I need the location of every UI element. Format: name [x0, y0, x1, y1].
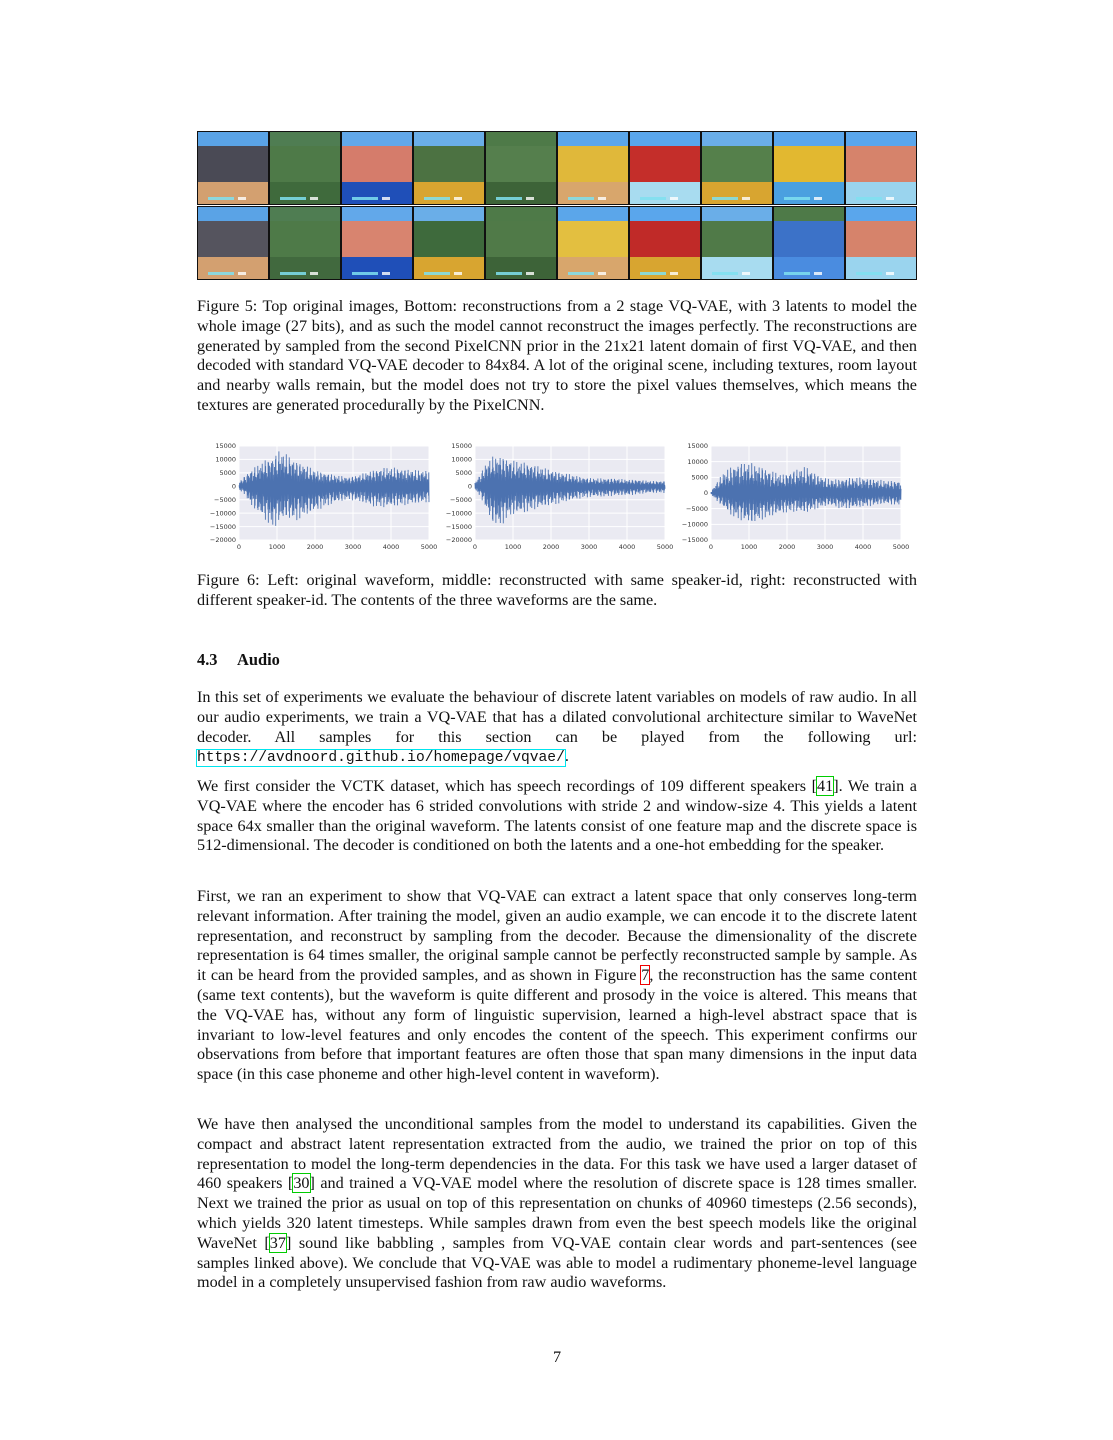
- tile-hud-marker: [310, 197, 318, 200]
- tile-floor: [486, 182, 556, 204]
- tile-wall: [774, 221, 844, 261]
- x-tick-label: 4000: [854, 543, 872, 551]
- y-tick-label: −10000: [681, 520, 708, 529]
- reconstruction-image-10: [845, 206, 917, 280]
- paragraph-1-end: .: [564, 747, 569, 766]
- reconstruction-image-4: [413, 206, 485, 280]
- y-tick-label: −20000: [445, 536, 472, 545]
- tile-hud: [568, 272, 594, 275]
- tile-hud: [424, 272, 450, 275]
- tile-wall: [198, 221, 268, 261]
- original-image-9: [773, 131, 845, 205]
- y-tick-label: 5000: [691, 473, 708, 482]
- y-tick-label: 5000: [455, 469, 472, 478]
- section-title: Audio: [237, 650, 280, 669]
- tile-wall: [270, 221, 340, 261]
- x-tick-label: 0: [708, 543, 714, 551]
- x-tick-label: 2000: [778, 543, 796, 551]
- figure5-original-row: [197, 131, 917, 205]
- waveform-chart-same-speaker: [437, 440, 674, 552]
- tile-hud-marker: [886, 272, 894, 275]
- tile-hud: [208, 272, 234, 275]
- tile-hud-marker: [670, 197, 678, 200]
- tile-wall: [558, 146, 628, 186]
- reconstruction-image-3: [341, 206, 413, 280]
- original-image-1: [197, 131, 269, 205]
- y-tick-label: −15000: [681, 536, 708, 545]
- reconstruction-image-7: [629, 206, 701, 280]
- original-image-3: [341, 131, 413, 205]
- y-tick-label: 0: [231, 482, 236, 491]
- y-tick-label: 0: [703, 489, 708, 498]
- y-tick-label: 15000: [215, 442, 236, 451]
- tile-hud-marker: [310, 272, 318, 275]
- section-heading: [197, 650, 280, 670]
- reconstruction-image-2: [269, 206, 341, 280]
- y-tick-label: −5000: [686, 504, 708, 513]
- paragraph-3-rest: , the reconstruction has the same content (same text contents), but the waveform is quite different and prosody in the voice is altered. This means that the VQ-VAE has, without any form of linguistic supervision, learned a high-level abstract space that is invariant to low-level features and only encodes the content of the speech. This experiment confirms our observations from before that important features are often those that span many dimensions in the input data space (in this case phoneme and other high-level content in waveform).: [197, 966, 917, 1084]
- tile-hud: [640, 197, 666, 200]
- citation-41-link[interactable]: 41: [817, 777, 834, 795]
- x-tick-label: 1000: [740, 543, 758, 551]
- tile-hud-marker: [526, 272, 534, 275]
- tile-floor: [774, 182, 844, 204]
- tile-hud: [856, 197, 882, 200]
- tile-floor: [558, 182, 628, 204]
- tile-floor: [774, 257, 844, 279]
- x-tick-label: 4000: [618, 543, 636, 551]
- tile-hud-marker: [598, 272, 606, 275]
- tile-floor: [486, 257, 556, 279]
- x-tick-label: 5000: [656, 543, 674, 551]
- tile-wall: [846, 221, 916, 261]
- reconstruction-image-5: [485, 206, 557, 280]
- tile-wall: [486, 146, 556, 186]
- tile-floor: [270, 257, 340, 279]
- tile-wall: [630, 146, 700, 186]
- tile-wall: [630, 221, 700, 261]
- y-tick-label: 15000: [687, 442, 708, 451]
- tile-hud: [856, 272, 882, 275]
- tile-wall: [774, 146, 844, 186]
- original-image-2: [269, 131, 341, 205]
- y-tick-label: 10000: [687, 457, 708, 466]
- paragraph-2-rest: ]. We train a VQ-VAE where the encoder has 6 strided convolutions with stride 2 and window-size 4. This yields a latent space 64x smaller than the original waveform. The latents consist of one feature map and the discrete space is 512-dimensional. The decoder is conditioned on both the latents and a one-hot embedding for the speaker.: [197, 777, 917, 855]
- tile-hud-marker: [814, 197, 822, 200]
- tile-hud: [352, 197, 378, 200]
- tile-hud-marker: [742, 197, 750, 200]
- tile-floor: [702, 182, 772, 204]
- tile-hud-marker: [454, 272, 462, 275]
- citation-37-link[interactable]: 37: [269, 1233, 286, 1252]
- x-tick-label: 4000: [382, 543, 400, 551]
- original-image-4: [413, 131, 485, 205]
- tile-hud: [784, 197, 810, 200]
- tile-floor: [270, 182, 340, 204]
- tile-hud: [568, 197, 594, 200]
- x-tick-label: 2000: [306, 543, 324, 551]
- x-tick-label: 1000: [504, 543, 522, 551]
- original-image-6: [557, 131, 629, 205]
- y-tick-label: −10000: [209, 509, 236, 518]
- tile-hud: [496, 197, 522, 200]
- tile-wall: [270, 146, 340, 186]
- reconstruction-image-1: [197, 206, 269, 280]
- tile-hud: [208, 197, 234, 200]
- paragraph-2: [197, 777, 917, 856]
- tile-floor: [630, 257, 700, 279]
- paragraph-1-text: In this set of experiments we evaluate the behaviour of discrete latent variables on models of raw audio. In all our audio experiments, we train a VQ-VAE that has a dilated convolutional architecture similar to WaveNet decoder. All samples for this section can be played from the following url:: [197, 688, 917, 746]
- original-image-7: [629, 131, 701, 205]
- paragraph-3-text: First, we ran an experiment to show that VQ-VAE can extract a latent space that only conserves long-term relevant information. After training the model, given an audio example, we can encode it to the discrete latent representation, and reconstruct by sampling from the decoder. Because the dimensionality of the discrete representation is 64 times smaller, the original sample cannot be perfectly reconstructed sample by sample. As it can be heard from the provided samples, and as shown in Figure: [197, 887, 917, 985]
- x-tick-label: 5000: [892, 543, 910, 551]
- paragraph-4-middle: ] and trained a VQ-VAE model where the resolution of discrete space is 128 times smaller. Next we trained the prior as usual on top of this representation on chunks of 40960 timesteps (2.56 seconds), which yields 320 latent timesteps. While samples drawn from even the best speech models like the original WaveNet [: [197, 1174, 917, 1252]
- figure6-chart-same-speaker: [437, 440, 674, 552]
- tile-floor: [414, 257, 484, 279]
- paragraph-4-text: We have then analysed the unconditional samples from the model to understand its capabilities. Given the compact and abstract latent representation extracted from the audio, we trained the prior on top of this representation to model the long-term dependencies in the data. For this task we have used a larger dataset of 460 speakers [: [197, 1115, 917, 1193]
- tile-floor: [342, 257, 412, 279]
- paragraph-4: [197, 1115, 917, 1293]
- reconstruction-image-8: [701, 206, 773, 280]
- tile-floor: [558, 257, 628, 279]
- reconstruction-image-6: [557, 206, 629, 280]
- x-tick-label: 3000: [344, 543, 362, 551]
- y-tick-label: −15000: [445, 522, 472, 531]
- tile-hud: [496, 272, 522, 275]
- tile-wall: [558, 221, 628, 261]
- y-tick-label: 0: [467, 482, 472, 491]
- x-tick-label: 5000: [420, 543, 438, 551]
- original-image-10: [845, 131, 917, 205]
- paragraph-3: [197, 887, 917, 1085]
- tile-wall: [414, 221, 484, 261]
- tile-wall: [342, 146, 412, 186]
- tile-hud: [712, 197, 738, 200]
- tile-wall: [414, 146, 484, 186]
- waveform-chart-original: [201, 440, 438, 552]
- tile-wall: [702, 221, 772, 261]
- x-tick-label: 1000: [268, 543, 286, 551]
- original-image-5: [485, 131, 557, 205]
- waveform-chart-different-speaker: [673, 440, 910, 552]
- tile-hud-marker: [670, 272, 678, 275]
- tile-wall: [702, 146, 772, 186]
- tile-floor: [846, 182, 916, 204]
- y-tick-label: 15000: [451, 442, 472, 451]
- tile-hud-marker: [238, 272, 246, 275]
- x-tick-label: 2000: [542, 543, 560, 551]
- x-tick-label: 3000: [580, 543, 598, 551]
- paragraph-4-end: ] sound like babbling , samples from VQ-VAE contain clear words and part-sentences (see samples linked above). We conclude that VQ-VAE was able to model a rudimentary phoneme-level language model in a completely unsupervised fashion from raw audio waveforms.: [197, 1233, 917, 1292]
- citation-30-link[interactable]: 30: [293, 1174, 310, 1193]
- section-number: 4.3: [197, 650, 218, 669]
- tile-hud: [280, 272, 306, 275]
- tile-hud-marker: [382, 197, 390, 200]
- figure6-chart-original: [201, 440, 438, 552]
- y-tick-label: 5000: [219, 469, 236, 478]
- y-tick-label: 10000: [215, 455, 236, 464]
- paragraph-2-text: We first consider the VCTK dataset, which has speech recordings of 109 different speakers [: [197, 777, 818, 795]
- tile-hud: [640, 272, 666, 275]
- tile-hud-marker: [454, 197, 462, 200]
- x-tick-label: 3000: [816, 543, 834, 551]
- tile-hud-marker: [814, 272, 822, 275]
- figure-7-ref-link[interactable]: 7: [641, 966, 650, 985]
- y-tick-label: −20000: [209, 536, 236, 545]
- tile-hud-marker: [742, 272, 750, 275]
- tile-floor: [198, 257, 268, 279]
- figure5-caption: Figure 5: Top original images, Bottom: reconstructions from a 2 stage VQ-VAE, with 3 latents to model the whole image (27 bits), and as such the model cannot reconstruct the images perfectly. The reconstructions are generated by sampled from the second PixelCNN prior in the 21x21 latent domain of first VQ-VAE, and then decoded with standard VQ-VAE decoder to 84x84. A lot of the original scene, including textures, room layout and nearby walls remain, but the model does not try to store the pixel values themselves, which means the textures are generated procedurally by the PixelCNN.: [197, 297, 917, 414]
- y-tick-label: −10000: [445, 509, 472, 518]
- y-tick-label: −5000: [450, 495, 472, 504]
- page-number: 7: [552, 1348, 562, 1366]
- tile-wall: [846, 146, 916, 186]
- x-tick-label: 0: [472, 543, 478, 551]
- tile-hud: [280, 197, 306, 200]
- reconstruction-image-9: [773, 206, 845, 280]
- y-tick-label: 10000: [451, 455, 472, 464]
- tile-hud: [784, 272, 810, 275]
- tile-floor: [342, 182, 412, 204]
- tile-wall: [486, 221, 556, 261]
- tile-wall: [342, 221, 412, 261]
- paper-page: [197, 0, 917, 1440]
- original-image-8: [701, 131, 773, 205]
- tile-hud-marker: [886, 197, 894, 200]
- tile-hud: [352, 272, 378, 275]
- tile-hud-marker: [382, 272, 390, 275]
- tile-hud-marker: [526, 197, 534, 200]
- tile-floor: [846, 257, 916, 279]
- y-tick-label: −15000: [209, 522, 236, 531]
- figure6-chart-different-speaker: [673, 440, 910, 552]
- tile-hud-marker: [238, 197, 246, 200]
- paragraph-1: [197, 688, 917, 769]
- tile-wall: [198, 146, 268, 186]
- samples-url-link[interactable]: https://avdnoord.github.io/homepage/vqvae/: [197, 750, 565, 767]
- tile-floor: [702, 257, 772, 279]
- figure5-reconstruction-row: [197, 206, 917, 280]
- x-tick-label: 0: [236, 543, 242, 551]
- tile-hud: [712, 272, 738, 275]
- tile-floor: [414, 182, 484, 204]
- tile-hud-marker: [598, 197, 606, 200]
- tile-floor: [198, 182, 268, 204]
- y-tick-label: −5000: [214, 495, 236, 504]
- figure6-caption: Figure 6: Left: original waveform, middle: reconstructed with same speaker-id, right: reconstructed with different speaker-id. The contents of the three waveforms are the same.: [197, 571, 917, 609]
- tile-hud: [424, 197, 450, 200]
- tile-floor: [630, 182, 700, 204]
